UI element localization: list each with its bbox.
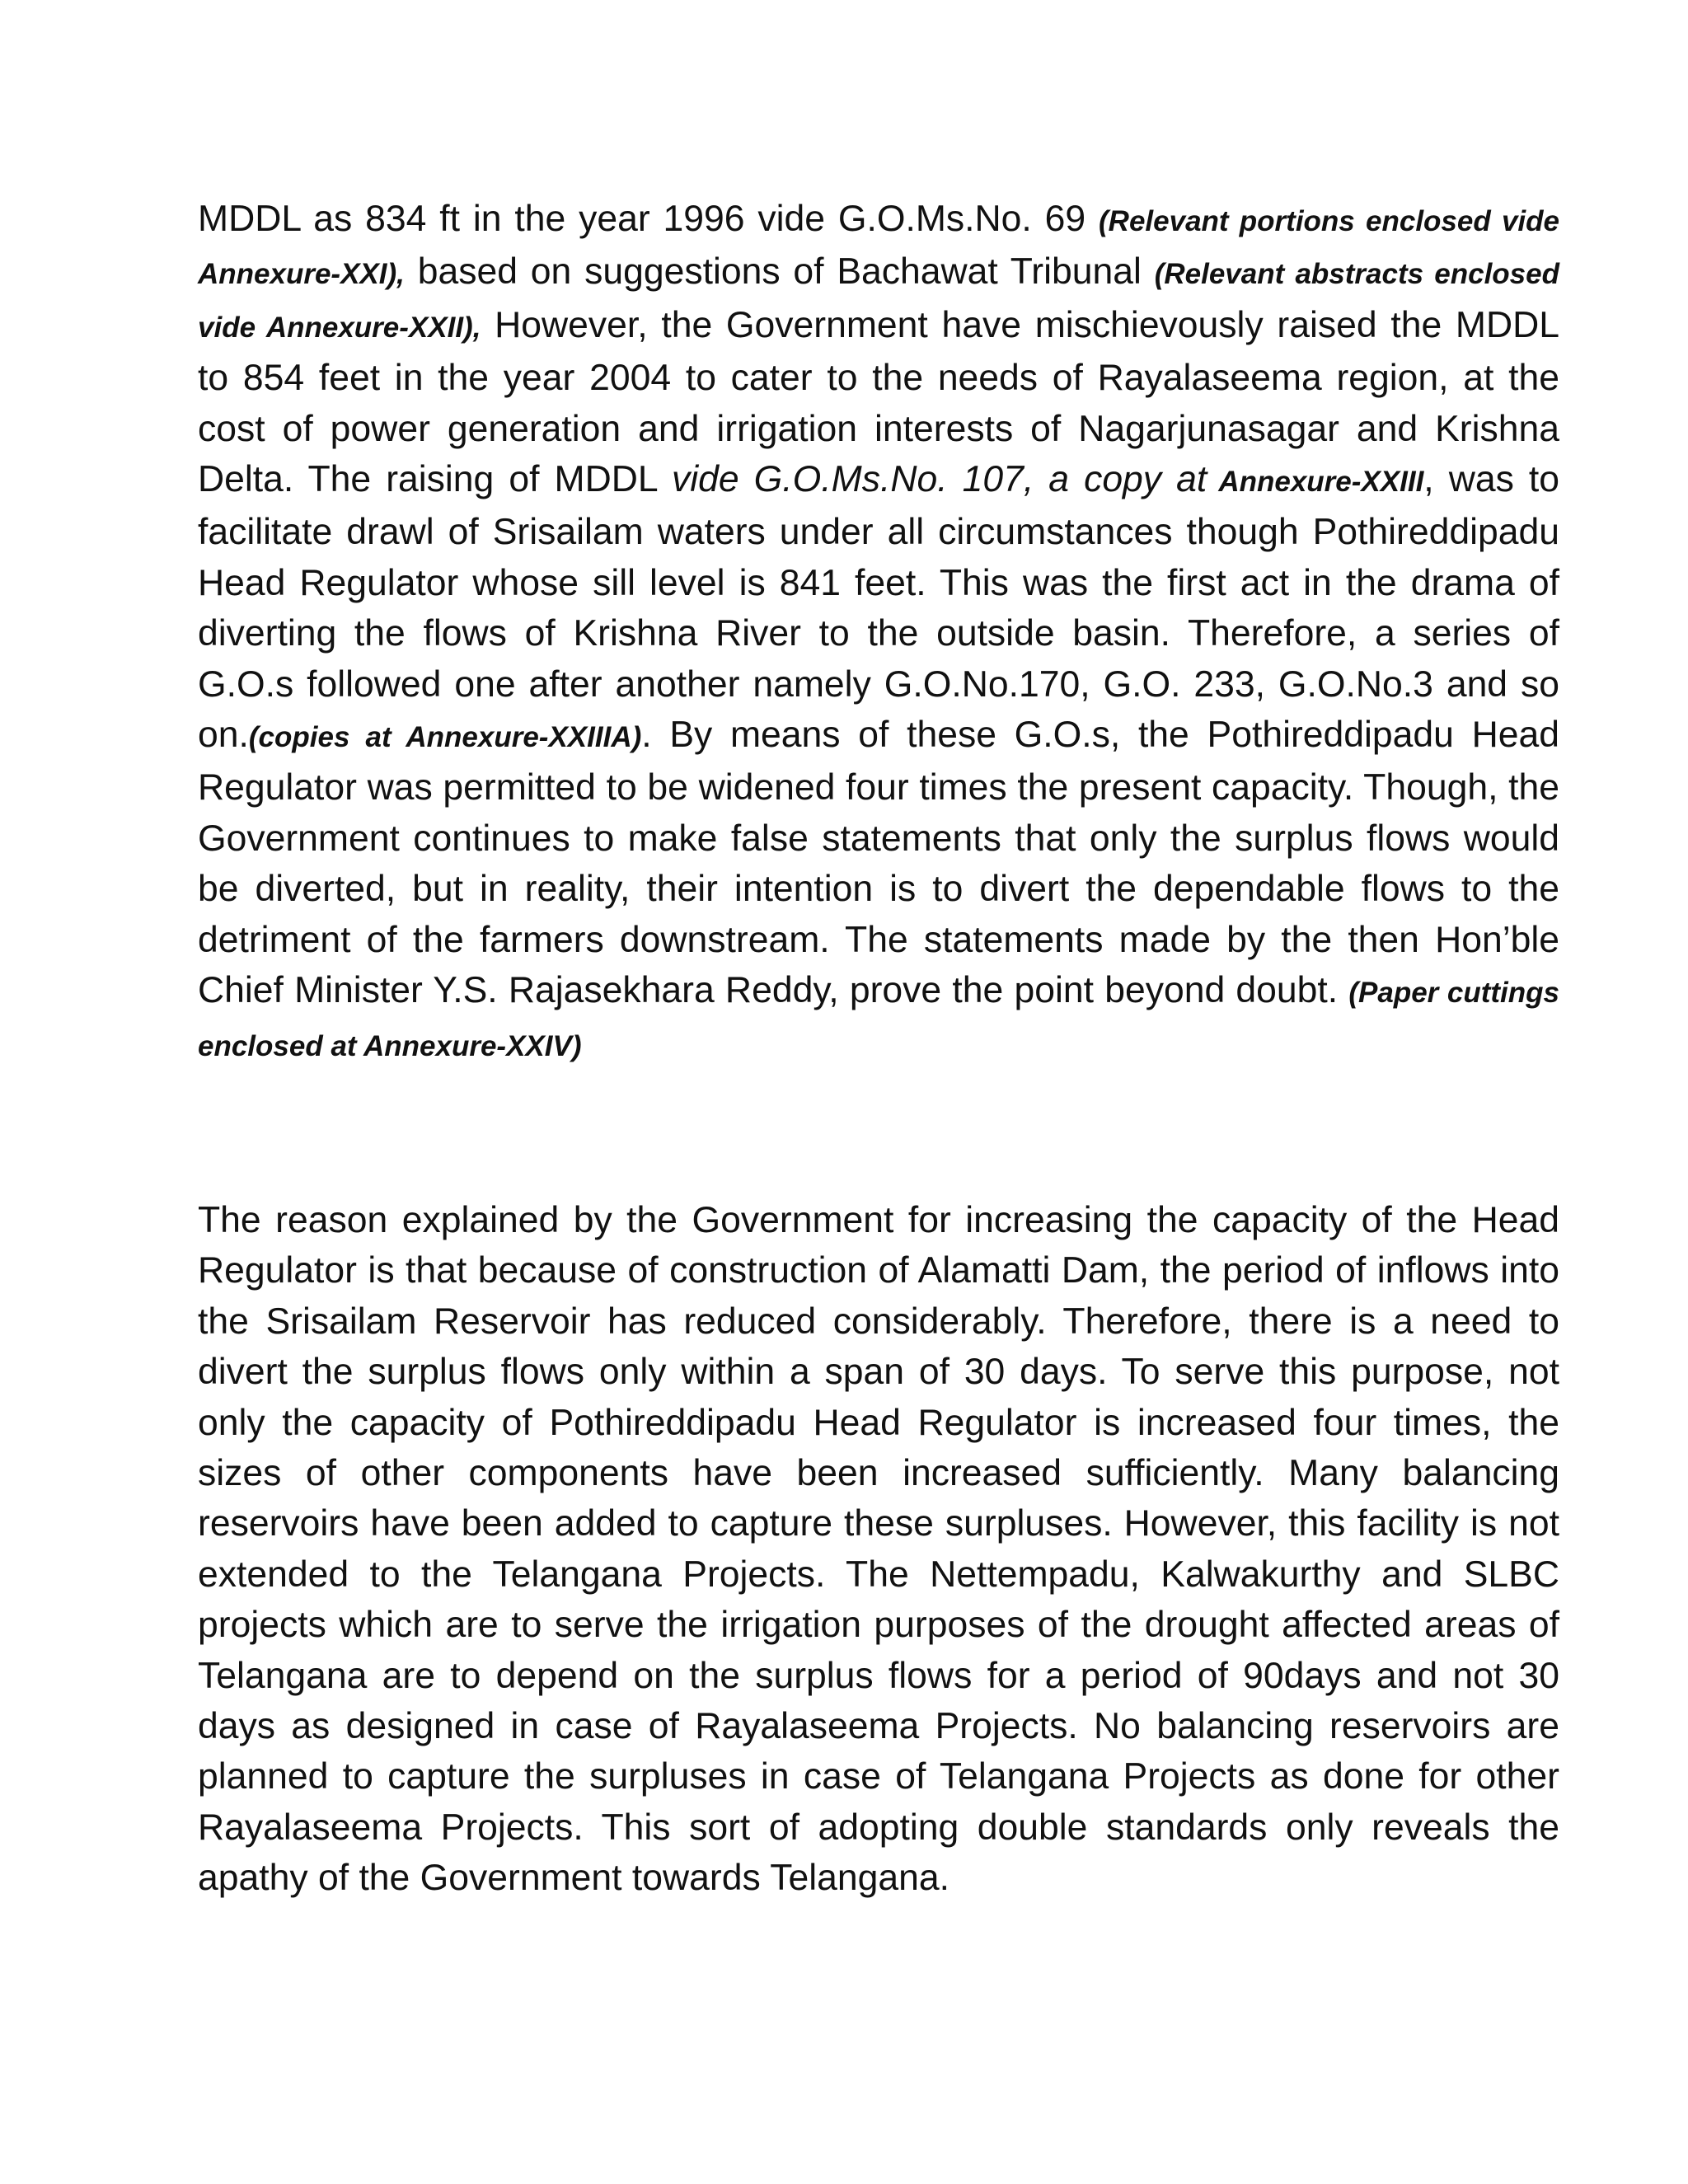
text-segment: . By means of these G.O.s, the Pothireddipadu Head Regulator was permitted to be widened four times the present capacity. Though, the Government continues to make false statements that only the surplus flows would be diverted, but in reality, their intention is to divert the dependable flows to the detriment of the farmers downstream. The statements made by the then Hon’ble Chief Minister Y.S. Rajasekhara Reddy, prove the point beyond doubt. <box>198 715 1559 1011</box>
annexure-reference: Annexure-XXIII <box>1207 466 1424 499</box>
text-segment: , was to facilitate drawl of Srisailam waters under all circumstances though Pothireddipadu Head Regulator whose sill level is 841 feet. This was the first act in the drama of diverting the flows of Krishna River to the outside basin. Therefore, a series of G.O.s followed one after another namely G.O.No.170, G.O. 233, G.O.No.3 and so on. <box>198 459 1560 756</box>
text-segment: based on suggestions of Bachawat Tribunal <box>404 251 1155 293</box>
annexure-reference: (copies at Annexure-XXIIIA) <box>248 721 642 754</box>
italic-reference: vide G.O.Ms.No. 107, a copy at <box>672 459 1207 500</box>
annexure-reference: (Relevant abstracts enclosed vide Annexure-XXII), <box>198 258 1559 344</box>
paragraph-head-regulator-reason: The reason explained by the Government for increasing the capacity of the Head Regulator is that because of construction of Alamatti Dam, the period of inflows into the Srisailam Reservoir has reduced considerably. Therefore, there is a need to divert the surplus flows only within a span of 30 days. To serve this purpose, not only the capacity of Pothireddipadu Head Regulator is increased four times, the sizes of other components have been increased sufficiently. Many balancing reservoirs have been added to capture these surpluses. However, this facility is not extended to the Telangana Projects. The Nettempadu, Kalwakurthy and SLBC projects which are to serve the irrigation purposes of the drought affected areas of Telangana are to depend on the surplus flows for a period of 90days and not 30 days as designed in case of Rayalaseema Projects. No balancing reservoirs are planned to capture the surpluses in case of Telangana Projects as done for other Rayalaseema Projects. This sort of adopting double standards only reveals the apathy of the Government towards Telangana. <box>198 1200 1559 1899</box>
annexure-reference: (Paper cuttings enclosed at Annexure-XXIV) <box>198 977 1559 1062</box>
text-segment: MDDL as 834 ft in the year 1996 vide G.O.Ms.No. 69 <box>198 199 1100 239</box>
text-segment: However, the Government have mischievously raised the MDDL to 854 feet in the year 2004 to cater to the needs of Rayalaseema region, at the cost of power generation and irrigation interests of Nagarjunasagar and Krishna Delta. The raising of MDDL <box>198 304 1560 500</box>
annexure-reference: (Relevant portions enclosed vide Annexure-XXI), <box>198 205 1559 291</box>
paragraph-mddl <box>198 194 1559 1071</box>
